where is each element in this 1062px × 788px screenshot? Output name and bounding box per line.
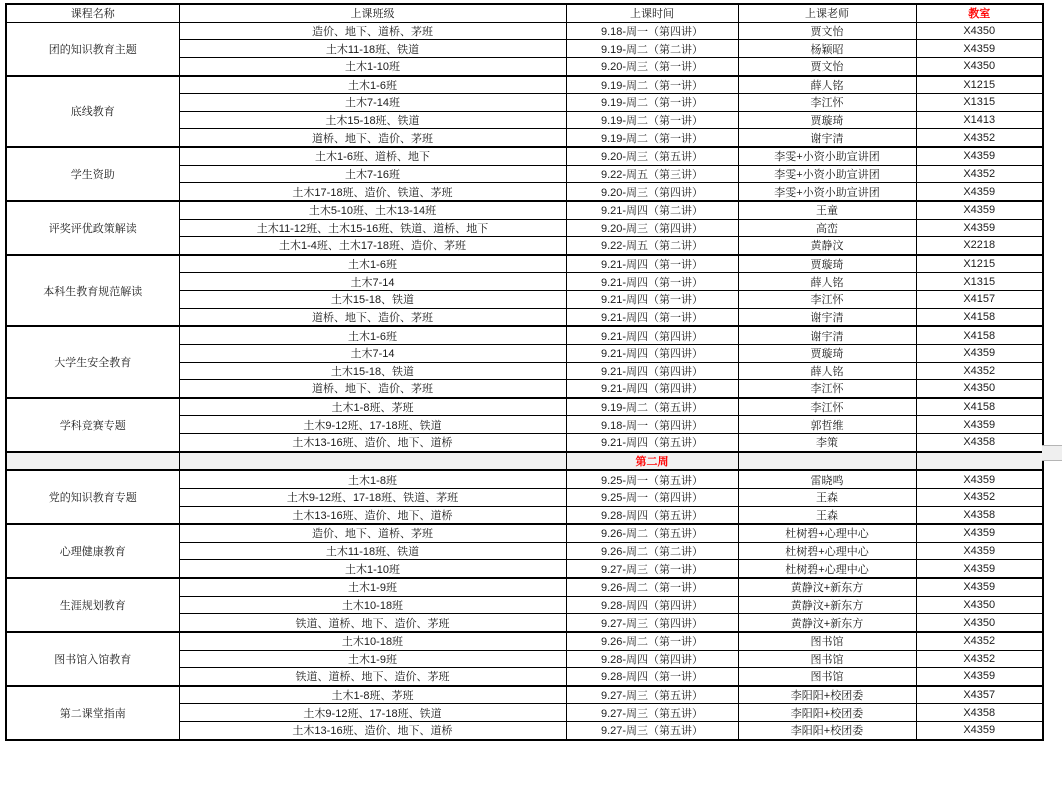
room-cell: X4359 [916, 40, 1043, 58]
room-cell: X4352 [916, 488, 1043, 506]
class-cell: 土木1-6班 [179, 76, 566, 94]
teacher-cell: 李阳阳+校团委 [738, 722, 916, 740]
room-cell: X1215 [916, 255, 1043, 273]
class-cell: 土木1-8班 [179, 470, 566, 488]
teacher-cell: 王童 [738, 201, 916, 219]
teacher-cell: 李江怀 [738, 94, 916, 112]
teacher-cell: 李策 [738, 434, 916, 452]
time-cell: 9.19-周二（第一讲） [566, 94, 738, 112]
room-cell: X1315 [916, 273, 1043, 291]
time-cell: 9.27-周三（第五讲） [566, 686, 738, 704]
teacher-cell: 谢宇清 [738, 326, 916, 344]
room-cell: X4358 [916, 434, 1043, 452]
teacher-cell: 谢宇清 [738, 308, 916, 326]
class-cell: 土木15-18、铁道 [179, 362, 566, 380]
class-cell: 土木13-16班、造价、地下、道桥 [179, 722, 566, 740]
week2-separator-row [6, 452, 1043, 471]
class-cell: 土木1-8班、茅班 [179, 398, 566, 416]
teacher-cell: 杜树碧+心理中心 [738, 560, 916, 578]
course-name-cell: 本科生教育规范解读 [6, 255, 179, 327]
class-cell: 土木11-18班、铁道 [179, 542, 566, 560]
time-cell: 9.20-周三（第四讲） [566, 183, 738, 201]
room-cell: X1215 [916, 76, 1043, 94]
teacher-cell: 王森 [738, 488, 916, 506]
class-cell: 土木15-18、铁道 [179, 291, 566, 309]
room-cell: X4352 [916, 165, 1043, 183]
room-cell: X4359 [916, 147, 1043, 165]
course-name-cell: 生涯规划教育 [6, 578, 179, 632]
time-cell: 9.28-周四（第一讲） [566, 668, 738, 686]
class-cell: 土木10-18班 [179, 632, 566, 650]
table-row [6, 632, 1043, 650]
teacher-cell: 图书馆 [738, 650, 916, 668]
room-cell: X4359 [916, 201, 1043, 219]
class-cell: 土木11-18班、铁道 [179, 40, 566, 58]
room-cell: X4359 [916, 524, 1043, 542]
room-cell: X4158 [916, 308, 1043, 326]
time-cell: 9.27-周三（第五讲） [566, 704, 738, 722]
teacher-cell: 李雯+小资小助宣讲团 [738, 147, 916, 165]
teacher-cell: 高峦 [738, 219, 916, 237]
time-cell: 9.21-周四（第四讲） [566, 380, 738, 398]
room-cell: X4359 [916, 668, 1043, 686]
class-cell: 铁道、道桥、地下、造价、茅班 [179, 668, 566, 686]
time-cell: 9.19-周二（第一讲） [566, 76, 738, 94]
header-class: 上课班级 [179, 4, 566, 22]
room-cell: X4358 [916, 506, 1043, 524]
time-cell: 9.28-周四（第五讲） [566, 506, 738, 524]
time-cell: 9.18-周一（第四讲） [566, 22, 738, 40]
table-row [6, 578, 1043, 596]
teacher-cell: 王森 [738, 506, 916, 524]
class-cell: 土木1-9班 [179, 578, 566, 596]
teacher-cell: 谢宇清 [738, 129, 916, 147]
room-cell: X4357 [916, 686, 1043, 704]
header-room: 教室 [916, 4, 1043, 22]
class-cell: 造价、地下、道桥、茅班 [179, 524, 566, 542]
room-cell: X4350 [916, 614, 1043, 632]
class-cell: 土木7-14 [179, 273, 566, 291]
course-name-cell: 大学生安全教育 [6, 326, 179, 398]
room-cell: X4359 [916, 470, 1043, 488]
time-cell: 9.22-周五（第二讲） [566, 237, 738, 255]
teacher-cell: 李雯+小资小助宣讲团 [738, 165, 916, 183]
teacher-cell-empty [738, 452, 916, 471]
course-name-cell: 图书馆入馆教育 [6, 632, 179, 686]
room-cell: X4350 [916, 596, 1043, 614]
time-cell: 9.21-周四（第一讲） [566, 255, 738, 273]
room-cell: X4359 [916, 183, 1043, 201]
header-teacher: 上课老师 [738, 4, 916, 22]
teacher-cell: 黄静汶 [738, 237, 916, 255]
class-cell: 土木1-6班 [179, 326, 566, 344]
class-cell: 土木1-10班 [179, 560, 566, 578]
course-name-cell: 第二课堂指南 [6, 686, 179, 740]
course-name-cell: 党的知识教育专题 [6, 470, 179, 524]
class-cell: 土木9-12班、17-18班、铁道 [179, 704, 566, 722]
teacher-cell: 薛人铭 [738, 362, 916, 380]
teacher-cell: 黄静汶+新东方 [738, 578, 916, 596]
time-cell: 9.20-周三（第五讲） [566, 147, 738, 165]
teacher-cell: 图书馆 [738, 632, 916, 650]
teacher-cell: 贾璇琦 [738, 255, 916, 273]
time-cell: 9.19-周二（第一讲） [566, 111, 738, 129]
room-cell: X4350 [916, 380, 1043, 398]
class-cell: 土木1-6班、道桥、地下 [179, 147, 566, 165]
table-row [6, 524, 1043, 542]
teacher-cell: 雷晓鸣 [738, 470, 916, 488]
table-header-row [6, 4, 1043, 22]
room-cell: X4359 [916, 560, 1043, 578]
class-cell: 土木5-10班、土木13-14班 [179, 201, 566, 219]
class-cell-empty [179, 452, 566, 471]
table-row [6, 255, 1043, 273]
room-cell: X1315 [916, 94, 1043, 112]
room-cell: X4352 [916, 129, 1043, 147]
class-cell: 土木1-6班 [179, 255, 566, 273]
time-cell: 9.21-周四（第五讲） [566, 434, 738, 452]
table-row [6, 22, 1043, 40]
course-name-cell: 评奖评优政策解读 [6, 201, 179, 255]
teacher-cell: 郭哲维 [738, 416, 916, 434]
course-name-cell: 学科竞赛专题 [6, 398, 179, 452]
course-name-cell: 学生资助 [6, 147, 179, 201]
teacher-cell: 李阳阳+校团委 [738, 704, 916, 722]
course-name-cell: 团的知识教育主题 [6, 22, 179, 75]
time-cell: 9.19-周二（第一讲） [566, 129, 738, 147]
week2-label: 第二周 [566, 452, 738, 471]
time-cell: 9.28-周四（第四讲） [566, 650, 738, 668]
class-cell: 土木13-16班、造价、地下、道桥 [179, 434, 566, 452]
class-cell: 土木1-9班 [179, 650, 566, 668]
teacher-cell: 黄静汶+新东方 [738, 596, 916, 614]
class-cell: 土木10-18班 [179, 596, 566, 614]
time-cell: 9.20-周三（第一讲） [566, 57, 738, 75]
table-row [6, 326, 1043, 344]
room-cell: X4359 [916, 722, 1043, 740]
separator-row-edge-strip [1042, 445, 1062, 461]
time-cell: 9.21-周四（第一讲） [566, 273, 738, 291]
class-cell: 道桥、地下、造价、茅班 [179, 308, 566, 326]
room-cell: X1413 [916, 111, 1043, 129]
time-cell: 9.26-周二（第五讲） [566, 524, 738, 542]
table-body [6, 22, 1043, 740]
room-cell-empty [916, 452, 1043, 471]
class-cell: 土木1-10班 [179, 57, 566, 75]
teacher-cell: 贾璇琦 [738, 344, 916, 362]
teacher-cell: 杜树碧+心理中心 [738, 524, 916, 542]
room-cell: X4359 [916, 219, 1043, 237]
teacher-cell: 贾璇琦 [738, 111, 916, 129]
teacher-cell: 贾文怡 [738, 22, 916, 40]
teacher-cell: 杜树碧+心理中心 [738, 542, 916, 560]
table-row [6, 686, 1043, 704]
class-cell: 土木15-18班、铁道 [179, 111, 566, 129]
class-cell: 土木11-12班、土木15-16班、铁道、道桥、地下 [179, 219, 566, 237]
course-name-cell: 底线教育 [6, 76, 179, 148]
teacher-cell: 李雯+小资小助宣讲团 [738, 183, 916, 201]
time-cell: 9.28-周四（第四讲） [566, 596, 738, 614]
time-cell: 9.21-周四（第四讲） [566, 326, 738, 344]
room-cell: X4359 [916, 344, 1043, 362]
course-cell-empty [6, 452, 179, 471]
class-cell: 土木13-16班、造价、地下、道桥 [179, 506, 566, 524]
class-cell: 土木17-18班、造价、铁道、茅班 [179, 183, 566, 201]
table-row [6, 76, 1043, 94]
time-cell: 9.22-周五（第三讲） [566, 165, 738, 183]
time-cell: 9.19-周二（第二讲） [566, 40, 738, 58]
class-cell: 土木7-16班 [179, 165, 566, 183]
time-cell: 9.19-周二（第五讲） [566, 398, 738, 416]
time-cell: 9.25-周一（第四讲） [566, 488, 738, 506]
room-cell: X4359 [916, 542, 1043, 560]
room-cell: X4350 [916, 22, 1043, 40]
room-cell: X2218 [916, 237, 1043, 255]
room-cell: X4352 [916, 362, 1043, 380]
table-row [6, 201, 1043, 219]
room-cell: X4359 [916, 416, 1043, 434]
time-cell: 9.21-周四（第一讲） [566, 291, 738, 309]
teacher-cell: 图书馆 [738, 668, 916, 686]
room-cell: X4358 [916, 704, 1043, 722]
time-cell: 9.21-周四（第二讲） [566, 201, 738, 219]
teacher-cell: 贾文怡 [738, 57, 916, 75]
teacher-cell: 李阳阳+校团委 [738, 686, 916, 704]
room-cell: X4359 [916, 578, 1043, 596]
time-cell: 9.27-周三（第四讲） [566, 614, 738, 632]
table-row [6, 470, 1043, 488]
class-cell: 道桥、地下、造价、茅班 [179, 380, 566, 398]
class-cell: 土木1-8班、茅班 [179, 686, 566, 704]
class-cell: 土木1-4班、土木17-18班、造价、茅班 [179, 237, 566, 255]
teacher-cell: 薛人铭 [738, 76, 916, 94]
table-row [6, 147, 1043, 165]
header-time: 上课时间 [566, 4, 738, 22]
room-cell: X4352 [916, 632, 1043, 650]
room-cell: X4352 [916, 650, 1043, 668]
class-cell: 土木9-12班、17-18班、铁道 [179, 416, 566, 434]
time-cell: 9.21-周四（第四讲） [566, 362, 738, 380]
teacher-cell: 李江怀 [738, 380, 916, 398]
time-cell: 9.26-周二（第一讲） [566, 632, 738, 650]
time-cell: 9.25-周一（第五讲） [566, 470, 738, 488]
course-schedule-table [5, 3, 1044, 741]
room-cell: X4157 [916, 291, 1043, 309]
class-cell: 土木7-14 [179, 344, 566, 362]
time-cell: 9.27-周三（第五讲） [566, 722, 738, 740]
header-course-name: 课程名称 [6, 4, 179, 22]
time-cell: 9.26-周二（第一讲） [566, 578, 738, 596]
teacher-cell: 黄静汶+新东方 [738, 614, 916, 632]
time-cell: 9.18-周一（第四讲） [566, 416, 738, 434]
time-cell: 9.21-周四（第四讲） [566, 344, 738, 362]
class-cell: 土木9-12班、17-18班、铁道、茅班 [179, 488, 566, 506]
course-name-cell: 心理健康教育 [6, 524, 179, 578]
table-row [6, 398, 1043, 416]
time-cell: 9.26-周二（第二讲） [566, 542, 738, 560]
class-cell: 道桥、地下、造价、茅班 [179, 129, 566, 147]
time-cell: 9.20-周三（第四讲） [566, 219, 738, 237]
class-cell: 铁道、道桥、地下、造价、茅班 [179, 614, 566, 632]
teacher-cell: 李江怀 [738, 291, 916, 309]
time-cell: 9.27-周三（第一讲） [566, 560, 738, 578]
class-cell: 造价、地下、道桥、茅班 [179, 22, 566, 40]
teacher-cell: 李江怀 [738, 398, 916, 416]
room-cell: X4350 [916, 57, 1043, 75]
time-cell: 9.21-周四（第一讲） [566, 308, 738, 326]
room-cell: X4158 [916, 398, 1043, 416]
teacher-cell: 杨颖昭 [738, 40, 916, 58]
teacher-cell: 薛人铭 [738, 273, 916, 291]
room-cell: X4158 [916, 326, 1043, 344]
class-cell: 土木7-14班 [179, 94, 566, 112]
